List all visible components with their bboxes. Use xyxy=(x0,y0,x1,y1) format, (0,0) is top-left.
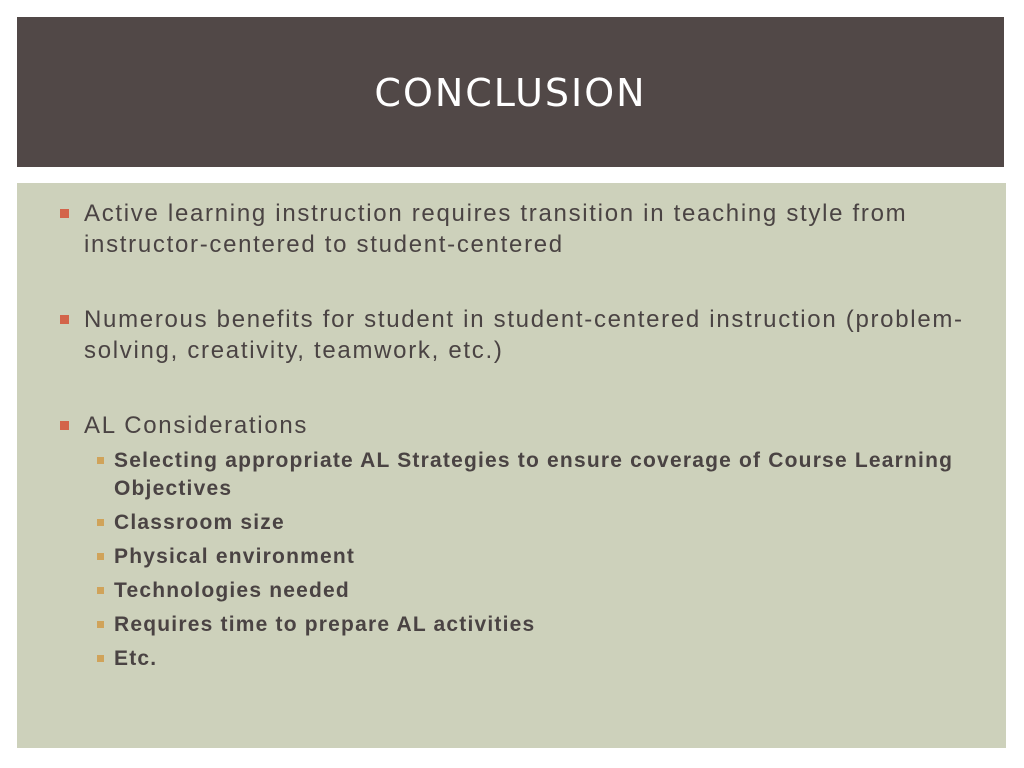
sub-bullet-text: Selecting appropriate AL Strategies to ensure coverage of Course Learning Objectives xyxy=(114,449,954,500)
square-bullet-icon xyxy=(60,209,69,218)
sub-bullet-text: Requires time to prepare AL activities xyxy=(114,613,536,636)
square-sub-bullet-icon xyxy=(97,553,104,560)
sub-bullet-item xyxy=(84,447,979,503)
title-bar xyxy=(17,17,1004,167)
bullet-item xyxy=(59,410,979,673)
sub-bullet-item xyxy=(84,509,979,537)
square-sub-bullet-icon xyxy=(97,655,104,662)
slide-title: CONCLUSION xyxy=(374,71,647,115)
square-sub-bullet-icon xyxy=(97,587,104,594)
sub-bullet-item xyxy=(84,645,979,673)
square-bullet-icon xyxy=(60,315,69,324)
square-sub-bullet-icon xyxy=(97,621,104,628)
sub-bullet-item xyxy=(84,611,979,639)
bullet-item xyxy=(59,304,979,366)
square-sub-bullet-icon xyxy=(97,519,104,526)
sub-bullet-text: Etc. xyxy=(114,647,158,670)
sub-bullet-item xyxy=(84,577,979,605)
sub-bullet-text: Classroom size xyxy=(114,511,285,534)
content-panel xyxy=(17,183,1006,748)
sub-bullet-text: Technologies needed xyxy=(114,579,350,602)
bullet-item xyxy=(59,198,979,260)
bullet-text: Active learning instruction requires transition in teaching style from instructor-centered to student-centered xyxy=(84,200,908,258)
sub-bullet-item xyxy=(84,543,979,571)
square-bullet-icon xyxy=(60,421,69,430)
bullet-text: Numerous benefits for student in student-centered instruction (problem-solving, creativity, teamwork, etc.) xyxy=(84,306,964,364)
bullet-list xyxy=(59,198,979,679)
sub-bullet-text: Physical environment xyxy=(114,545,356,568)
sub-bullet-list xyxy=(84,447,979,673)
square-sub-bullet-icon xyxy=(97,457,104,464)
bullet-text: AL Considerations xyxy=(84,412,309,439)
